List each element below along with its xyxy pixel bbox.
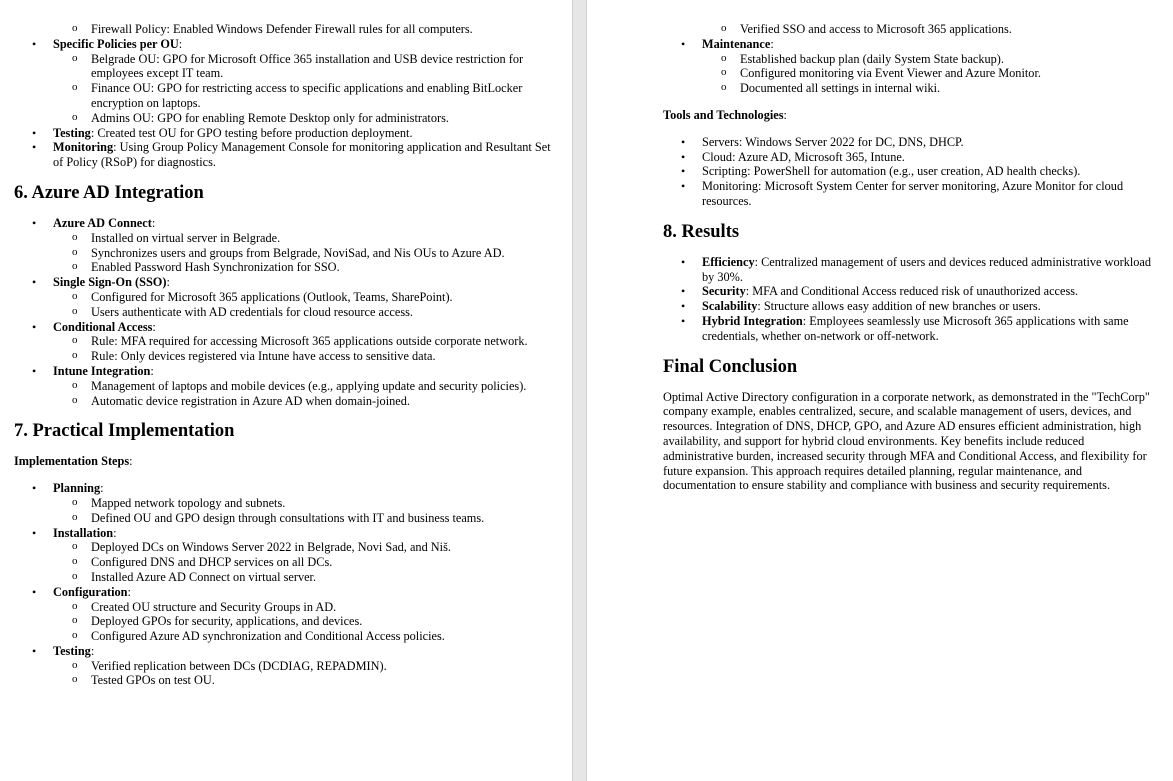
sub-item-text: Documented all settings in internal wiki. (740, 81, 941, 96)
circle-bullet-icon: o (72, 540, 78, 553)
sub-list-item (14, 511, 554, 526)
continued-list (14, 22, 554, 170)
circle-bullet-icon: o (72, 629, 78, 642)
item-rest: : Structure allows easy addition of new branches or users. (757, 299, 1041, 314)
circle-bullet-icon: o (72, 289, 78, 302)
bullet-icon: • (32, 215, 37, 230)
circle-bullet-icon: o (72, 349, 78, 362)
section-heading-conclusion: Final Conclusion (663, 356, 798, 377)
results-list (663, 255, 1153, 344)
sub-item-text: Configured for Microsoft 365 applications (Outlook, Teams, SharePoint). (91, 289, 453, 304)
sub-item-text: Defined OU and GPO design through consultations with IT and business teams. (91, 510, 485, 525)
sub-list-item (14, 540, 554, 555)
bullet-icon: • (681, 254, 686, 269)
bullet-icon: • (681, 134, 686, 149)
circle-bullet-icon: o (72, 673, 78, 686)
bullet-icon: • (32, 584, 37, 599)
bullet-icon: • (32, 643, 37, 658)
circle-bullet-icon: o (72, 81, 78, 94)
circle-bullet-icon: o (721, 66, 727, 79)
list-item-sso (14, 275, 554, 319)
item-rest: : (178, 36, 183, 51)
sub-item-text: Synchronizes users and groups from Belgrade, NoviSad, and Nis OUs to Azure AD. (91, 245, 505, 260)
item-text: Cloud: Azure AD, Microsoft 365, Intune. (702, 149, 905, 164)
circle-bullet-icon: o (72, 510, 78, 523)
page-left-content (14, 22, 554, 688)
bullet-icon: • (681, 179, 686, 194)
bullet-icon: • (681, 164, 686, 179)
item-key: Testing (53, 643, 91, 658)
item-key: Efficiency (702, 254, 755, 269)
item-key: Hybrid Integration (702, 313, 803, 328)
circle-bullet-icon: o (72, 658, 78, 671)
item-rest: : MFA and Conditional Access reduced risk of unauthorized access. (745, 284, 1079, 299)
item-rest: : (770, 36, 774, 51)
item-rest: : (151, 215, 156, 230)
list-item (663, 22, 1153, 37)
label-text: Implementation Steps (14, 454, 130, 469)
sub-list-item (14, 614, 554, 629)
item-key: Scalability (702, 299, 758, 314)
section-heading-azure: 6. Azure AD Integration (14, 182, 204, 203)
item-rest: : Employees seamlessly use Microsoft 365 applications with same credentials, whether on-network or off-network. (702, 313, 1129, 343)
item-rest: : (113, 525, 117, 540)
tools-list (663, 135, 1153, 209)
item-rest: : (152, 319, 156, 334)
circle-bullet-icon: o (72, 230, 78, 243)
sub-item-text: Users authenticate with AD credentials for cloud resource access. (91, 304, 413, 319)
sub-list-item (14, 570, 554, 585)
sub-item-text: Configured Azure AD synchronization and Conditional Access policies. (91, 629, 445, 644)
item-key: Monitoring (53, 140, 114, 155)
circle-bullet-icon: o (72, 569, 78, 582)
list-item-installation (14, 526, 554, 585)
list-item-configuration (14, 585, 554, 644)
azure-list (14, 216, 554, 408)
bullet-icon: • (32, 275, 37, 290)
page-gutter (572, 0, 587, 781)
sub-list-item (663, 81, 1153, 96)
list-item-tool (663, 135, 1153, 150)
item-rest: : (90, 643, 95, 658)
list-item (14, 22, 554, 37)
sub-item-text: Installed on virtual server in Belgrade. (91, 230, 281, 245)
list-item-efficiency (663, 255, 1153, 285)
list-item-monitoring (14, 140, 554, 170)
sub-item-text: Verified SSO and access to Microsoft 365 applications. (740, 22, 1012, 36)
sub-list-item (14, 600, 554, 615)
list-item-conditional-access (14, 320, 554, 364)
sub-item-text: Enabled Password Hash Synchronization for SSO. (91, 260, 340, 275)
item-rest: : Centralized management of users and devices reduced administrative workload by 30%. (702, 254, 1152, 284)
sub-item-text: Admins OU: GPO for enabling Remote Desktop only for administrators. (91, 110, 449, 125)
bullet-icon: • (32, 481, 37, 496)
bullet-icon: • (32, 319, 37, 334)
sub-item-text: Finance OU: GPO for restricting access to specific applications and enabling BitLocker encryption on laptops. (91, 81, 523, 110)
circle-bullet-icon: o (72, 260, 78, 273)
item-key: Security (702, 284, 746, 299)
sub-list-item (14, 111, 554, 126)
item-text: Servers: Windows Server 2022 for DC, DNS, DHCP. (702, 134, 964, 149)
item-text: Scripting: PowerShell for automation (e.g., user creation, AD health checks). (702, 164, 1081, 179)
item-key: Conditional Access (53, 319, 153, 334)
sub-item-text: Firewall Policy: Enabled Windows Defender Firewall rules for all computers. (91, 22, 473, 36)
sub-item-text: Belgrade OU: GPO for Microsoft Office 365 installation and USB device restriction for employees except IT team. (91, 51, 524, 81)
item-key: Configuration (53, 584, 128, 599)
bullet-icon: • (32, 525, 37, 540)
sub-list-item (663, 52, 1153, 67)
conclusion-paragraph: Optimal Active Directory configuration in a corporate network, as demonstrated in the "TechCorp" company example, enables centralized, secure, and scalable management of users, devices, and resources. Integration of DNS, DHCP, GPO, and Azure AD ensures efficient administration, high availability, and support for hybrid cloud environments. Key benefits include reduced administrative burden, increased security through MFA and Conditional Access, and flexibility for future expansion. This approach requires detailed planning, regular maintenance, and documentation to ensure stability and compliance with business and security requirements. (663, 389, 1150, 493)
sub-list-item (14, 555, 554, 570)
bullet-icon: • (32, 363, 37, 378)
circle-bullet-icon: o (721, 81, 727, 94)
list-item-planning (14, 481, 554, 525)
circle-bullet-icon: o (72, 555, 78, 568)
list-item-tool (663, 164, 1153, 179)
item-rest: : (150, 363, 154, 378)
sub-list-item (663, 66, 1153, 81)
label-rest: : (783, 107, 787, 122)
bullet-icon: • (681, 284, 686, 299)
circle-bullet-icon: o (72, 22, 78, 34)
list-item-security (663, 284, 1153, 299)
sub-list-item (14, 260, 554, 275)
bullet-icon: • (681, 36, 686, 51)
circle-bullet-icon: o (721, 51, 727, 64)
item-key: Maintenance (702, 36, 771, 51)
circle-bullet-icon: o (72, 495, 78, 508)
circle-bullet-icon: o (72, 304, 78, 317)
sub-item-text: Configured DNS and DHCP services on all DCs. (91, 555, 333, 570)
sub-item-text: Verified replication between DCs (DCDIAG, REPADMIN). (91, 658, 387, 673)
list-item-specific-policies (14, 37, 554, 126)
sub-list-item (14, 379, 554, 394)
sub-list-item (14, 52, 554, 82)
sub-list-item (14, 305, 554, 320)
sub-list-item (14, 22, 554, 37)
list-item-maintenance (663, 37, 1153, 96)
circle-bullet-icon: o (72, 245, 78, 258)
item-rest: : (127, 584, 131, 599)
section-heading-practical: 7. Practical Implementation (14, 421, 235, 442)
bullet-icon: • (32, 140, 37, 155)
bullet-icon: • (681, 149, 686, 164)
circle-bullet-icon: o (721, 22, 727, 34)
sub-list-item (14, 290, 554, 305)
item-key: Intune Integration (53, 363, 151, 378)
item-rest: : Using Group Policy Management Console for monitoring application and Resultant Set of Policy (RSoP) for diagnostics. (53, 140, 551, 170)
circle-bullet-icon: o (72, 393, 78, 406)
circle-bullet-icon: o (72, 334, 78, 347)
label-text: Tools and Technologies (663, 107, 784, 122)
sub-item-text: Established backup plan (daily System State backup). (740, 51, 1004, 66)
sub-item-text: Rule: Only devices registered via Intune have access to sensitive data. (91, 349, 436, 364)
list-item-tool (663, 150, 1153, 165)
list-item-intune (14, 364, 554, 408)
sub-item-text: Installed Azure AD Connect on virtual server. (91, 569, 317, 584)
list-item-tool (663, 179, 1153, 209)
sub-item-text: Management of laptops and mobile devices (e.g., applying update and security policies). (91, 378, 527, 393)
item-text: Monitoring: Microsoft System Center for server monitoring, Azure Monitor for cloud resources. (702, 179, 1124, 208)
item-key: Installation (53, 525, 114, 540)
list-item-testing-step (14, 644, 554, 688)
sub-item-text: Mapped network topology and subnets. (91, 495, 286, 510)
item-key: Single Sign-On (SSO) (53, 275, 167, 290)
list-item-scalability (663, 299, 1153, 314)
circle-bullet-icon: o (72, 614, 78, 627)
tools-label (663, 108, 1153, 123)
sub-list-item (14, 246, 554, 261)
label-rest: : (129, 454, 133, 469)
sub-list-item (14, 81, 554, 111)
list-item-testing (14, 126, 554, 141)
item-key: Planning (53, 481, 101, 496)
bullet-icon: • (681, 313, 686, 328)
document-page-right (587, 0, 1173, 781)
list-item-azure-ad-connect (14, 216, 554, 275)
sub-item-text: Deployed DCs on Windows Server 2022 in Belgrade, Novi Sad, and Niš. (91, 540, 451, 555)
sub-item-text: Automatic device registration in Azure AD when domain-joined. (91, 393, 410, 408)
sub-list-item (14, 496, 554, 511)
sub-list-item (14, 673, 554, 688)
implementation-steps-label (14, 454, 554, 469)
sub-item-text: Rule: MFA required for accessing Microsoft 365 applications outside corporate network. (91, 334, 528, 349)
bullet-icon: • (32, 125, 37, 140)
sub-list-item (14, 394, 554, 409)
item-key: Testing (53, 125, 91, 140)
bullet-icon: • (32, 36, 37, 51)
continued-list-right (663, 22, 1153, 96)
item-rest: : (100, 481, 104, 496)
item-key: Specific Policies per OU (53, 36, 179, 51)
implementation-list (14, 481, 554, 688)
bullet-icon: • (681, 299, 686, 314)
sub-list-item (14, 629, 554, 644)
item-key: Azure AD Connect (53, 215, 152, 230)
circle-bullet-icon: o (72, 51, 78, 64)
sub-item-text: Deployed GPOs for security, applications, and devices. (91, 614, 363, 629)
item-rest: : (166, 275, 170, 290)
sub-item-text: Tested GPOs on test OU. (91, 673, 215, 688)
document-page-left (0, 0, 572, 781)
list-item-hybrid-integration (663, 314, 1153, 344)
page-right-content (663, 22, 1153, 493)
sub-list-item (14, 659, 554, 674)
sub-list-item (14, 349, 554, 364)
section-heading-results: 8. Results (663, 221, 740, 242)
circle-bullet-icon: o (72, 110, 78, 123)
sub-item-text: Created OU structure and Security Groups in AD. (91, 599, 337, 614)
circle-bullet-icon: o (72, 599, 78, 612)
sub-list-item (14, 334, 554, 349)
sub-list-item (663, 22, 1153, 37)
circle-bullet-icon: o (72, 378, 78, 391)
sub-item-text: Configured monitoring via Event Viewer and Azure Monitor. (740, 66, 1041, 81)
item-rest: : Created test OU for GPO testing before production deployment. (90, 125, 413, 140)
sub-list-item (14, 231, 554, 246)
